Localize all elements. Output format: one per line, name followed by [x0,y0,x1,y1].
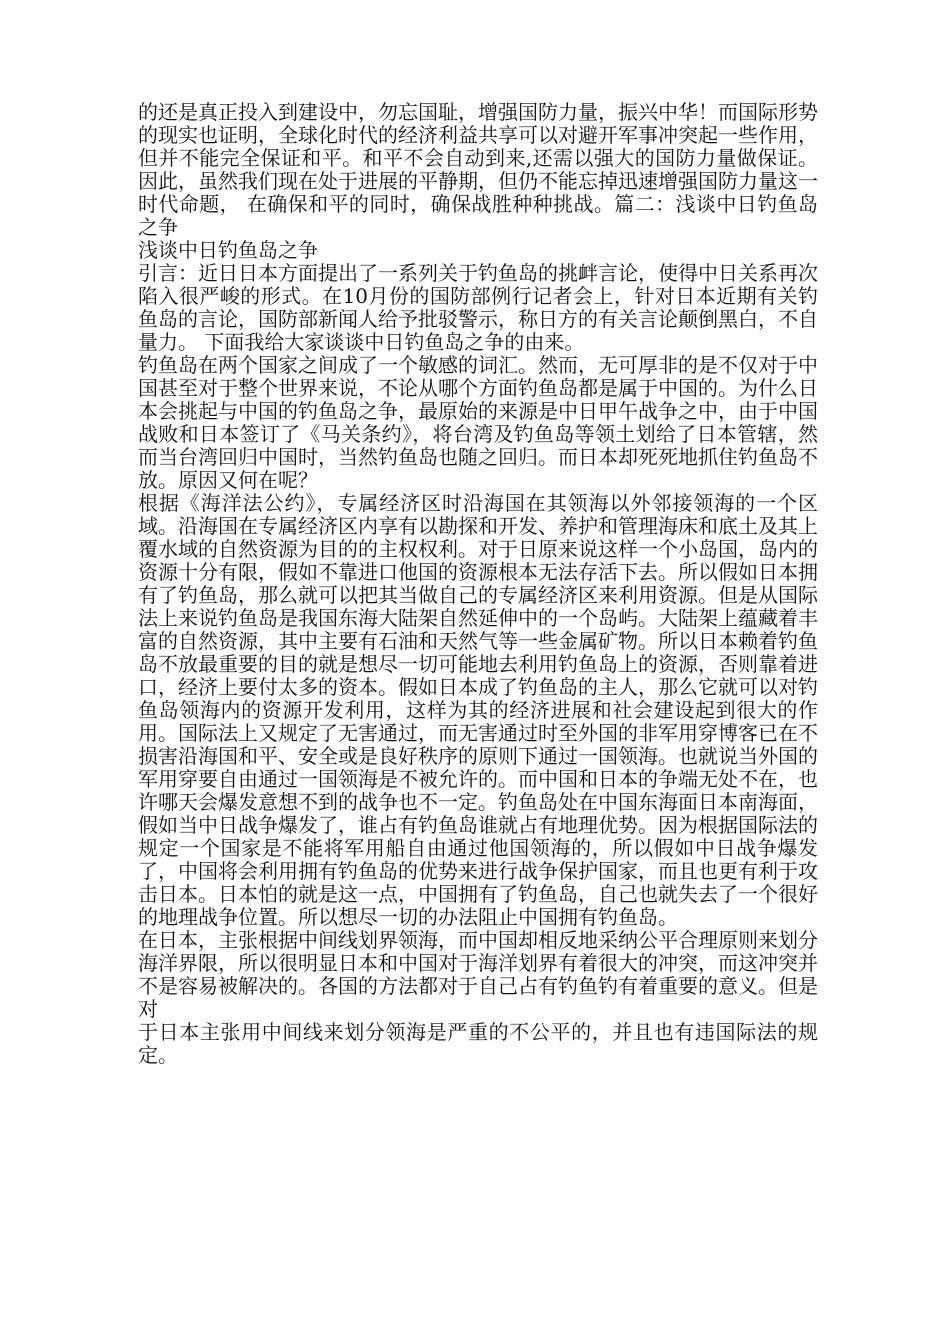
paragraph-preface: 引言：近日日本方面提出了一系列关于钓鱼岛的挑衅言论，使得中日关系再次陷入很严峻的形式。在10月份的国防部例行记者会上，针对日本近期有关钓鱼岛的言论，国防部新闻人给予批驳警示，称日方的有关言论颠倒黑白，不自量力。 下面我给大家谈谈中日钓鱼岛之争的由来。 [138,261,818,354]
paragraph-origin: 钓鱼岛在两个国家之间成了一个敏感的词汇。然而，无可厚非的是不仅对于中国甚至对于整个世界来说，不论从哪个方面钓鱼岛都是属于中国的。为什么日本会挑起与中国的钓鱼岛之争，最原始的来源是中日甲午战争之中，由于中国战败和日本签订了《马关条约》，将台湾及钓鱼岛等领土划给了日本管辖，然而当台湾回归中国时，当然钓鱼岛也随之回归。而日本却死死地抓住钓鱼岛不放。原因又何在呢？ [138,353,818,492]
paragraph-law-analysis: 根据《海洋法公约》，专属经济区时沿海国在其领海以外邻接领海的一个区域。沿海国在专属经济区内享有以勘探和开发、养护和管理海床和底土及其上覆水域的自然资源为目的的主权权利。对于日原来说这样一个小岛国，岛内的资源十分有限，假如不靠进口他国的资源根本无法存活下去。所以假如日本拥有了钓鱼岛，那么就可以把其当做自己的专属经济区来利用资源。但是从国际法上来说钓鱼岛是我国东海大陆架自然延伸中的一个岛屿。大陆架上蕴藏着丰富的自然资源，其中主要有石油和天然气等一些金属矿物。所以日本赖着钓鱼岛不放最重要的目的就是想尽一切可能地去利用钓鱼岛上的资源，否则靠着进口，经济上要付太多的资本。假如日本成了钓鱼岛的主人，那么它就可以对钓鱼岛领海内的资源开发利用，这样为其的经济进展和社会建设起到很大的作用。国际法上又规定了无害通过，而无害通过时至外国的非军用穿博客已在不损害沿海国和平、安全或是良好秩序的原则下通过一国领海。也就说当外国的军用穿要自由通过一国领海是不被允许的。而中国和日本的争端无处不在，也许哪天会爆发意想不到的战争也不一定。钓鱼岛处在中国东海面日本南海面，假如当中日战争爆发了，谁占有钓鱼岛谁就占有地理优势。因为根据国际法的规定一个国家是不能将军用船自由通过他国领海的，所以假如中日战争爆发了，中国将会利用拥有钓鱼岛的优势来进行战争保护国家，而且也更有利于攻击日本。日本怕的就是这一点，中国拥有了钓鱼岛，自己也就失去了一个很好的地理战争位置。所以想尽一切的办法阻止中国拥有钓鱼岛。 [138,491,818,929]
paragraph-conclusion-fragment: 于日本主张用中间线来划分领海是严重的不公平的，并且也有违国际法的规定。 [138,1020,818,1067]
article-title: 浅谈中日钓鱼岛之争 [138,238,318,262]
document-body [138,101,818,1067]
paragraph-boundary: 在日本，主张根据中间线划界领海，而中国却相反地采纳公平合理原则来划分海洋界限，所以很明显日本和中国对于海洋划界有着很大的冲突，而这冲突并不是容易被解决的。各国的方法都对于自己占有钓鱼钓有着重要的意义。但是对 [138,928,818,1021]
paragraph-intro-continuation: 的还是真正投入到建设中，勿忘国耻，增强国防力量，振兴中华！而国际形势的现实也证明，全球化时代的经济利益共享可以对避开军事冲突起一些作用，但并不能完全保证和平。和平不会自动到来,还需以强大的国防力量做保证。因此，虽然我们现在处于进展的平静期，但仍不能忘掉迅速增强国防力量这一时代命题， 在确保和平的同时，确保战胜种种挑战。篇二：浅谈中日钓鱼岛之争 [138,100,818,239]
